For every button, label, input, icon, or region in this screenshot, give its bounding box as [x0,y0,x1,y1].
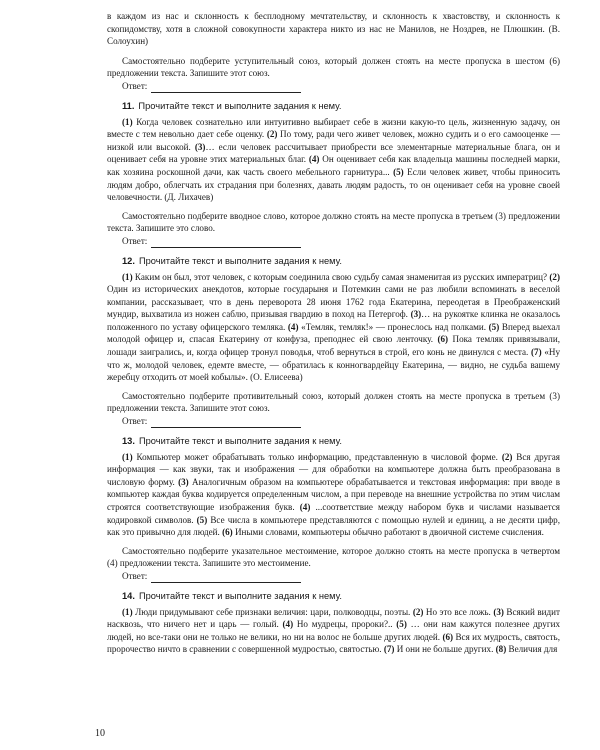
sentence-number: (4) [308,154,320,165]
sentence: Каким он был, этот человек, с которым соединила свою судьбу самая знаменитая из русских императриц? [132,271,550,282]
sentence-number: (5) [196,514,208,525]
sentence: Аналогичным образом на компьютере обрабатывается и текстовая информация: при вводе в компьютер каждая буква кодируется определенным числом, а при переводе на внешние устройства по этим числам строятся соответствующие изображения букв. [107,476,560,512]
intro-fragment [107,10,560,48]
task-title: Прочитайте текст и выполните задания к нему. [138,590,342,601]
sentence-number: (5) [393,166,404,177]
sentence: Но это все ложь. [423,606,494,617]
sentence: Вперед выехал молодой офицер и, спасая Екатерину от конфуза, преподнес ей свою ленточку. [107,321,560,345]
sentence-number: (1) [122,451,133,462]
sentence-number: (6) [442,631,454,642]
answer-line[interactable] [151,83,301,93]
task-answer-13 [122,570,560,583]
sentence: Пока темляк привязывали, лошади заигрались, и, когда офицер тронул поводья, чтоб вернуться в строй, его конь не двинулся с места. [107,334,560,358]
sentence-number: (4) [282,619,294,630]
sentence-number: (6) [222,527,233,538]
sentence: Величия для [506,644,558,655]
sentence: Когда человек сознательно или интуитивно выбирает себе в жизни какую-то цель, жизненную задачу, он вместе с тем невольно дает себе оценку. [107,116,560,140]
sentence: «Ну что ж, молодой человек, едемте вместе, — обратилась к конногвардейцу Екатерина, — видно, не судьба вашему жеребцу отходить от моей кобылы». (О. Елисеева) [107,347,560,383]
task-text-14 [107,606,560,656]
sentence: Он оценивает себя как владельца машины последней марки, как хозяина роскошной дачи, как часть своего мебельного гарнитура... [107,154,560,177]
answer-label: Ответ: [122,570,148,581]
sentence: Все числа в компьютере представляются с помощью нулей и единиц, а не десяти цифр, как это привычно для людей. [107,514,560,538]
task-heading-14 [107,590,560,603]
task-answer-11 [122,235,560,248]
task-title: Прочитайте текст и выполните задания к нему. [138,255,342,266]
sentence: Всякий видит насквозь, что ничего нет и царь — голый. [107,606,560,630]
sentence: «Темляк, темляк!» — пронеслось над полками. [298,321,489,332]
intro-answer [122,80,560,93]
sentence-number: (1) [122,271,133,282]
sentence: … на рукоятке клинка не оказалось положенного по уставу офицерского темляка. [107,309,560,332]
sentence: Вся их мудрость, святость, пророчество ничто в сравнении с совершенной мудростью, святостью. [107,631,560,655]
sentence: … если человек рассчитывает приобрести все элементарные материальные блага, он и оценивает себя на уровне этих материальных благ. [107,141,560,165]
sentence: И они не больше других. [394,644,496,655]
sentence-number: (6) [437,334,449,345]
sentence: По тому, ради чего живет человек, можно судить и о его самооценке — низкой или высокой. [107,129,560,152]
task-instruction-11: Самостоятельно подберите вводное слово, которое должно стоять на месте пропуска в третьем (3) предложении текста. Запишите это слово. [107,210,560,234]
page-number: 10 [95,728,105,739]
answer-label: Ответ: [122,416,148,427]
sentence-number: (2) [501,451,513,462]
answer-line[interactable] [151,238,301,248]
sentence: Иными словами, компьютеры обычно работают в двоичной системе счисления. [232,527,544,538]
sentence-number: (5) [396,619,407,630]
task-text-12 [107,271,560,384]
sentence: Если человек живет, чтобы приносить людям добро, облегчать их страдания при болезнях, давать людям радость, то он оценивает себя на уровне своей человечности. (Д. Лихачев) [107,166,560,203]
sentence: Компьютер может обрабатывать только информацию, представленную в числовой форме. [132,451,502,462]
task-number: 11. [122,100,135,111]
task-instruction-13: Самостоятельно подберите указательное местоимение, которое должно стоять на месте пропуска в четвертом (4) предложении текста. Запишите это местоимение. [107,545,560,569]
sentence-number: (2) [266,129,278,140]
sentence-number: (3) [178,476,189,487]
sentence: ...соответствие между набором букв и числами называется кодировкой символов. [107,502,560,525]
sentence-number: (1) [122,606,133,617]
answer-label: Ответ: [122,235,148,246]
sentence-number: (3) [194,141,206,152]
sentence: Вся другая информация — как звуки, так и изображения — для обработки на компьютере должна быть преобразована в числовую форму. [107,451,560,487]
task-text-13 [107,451,560,539]
sentence-number: (7) [383,644,395,655]
sentence: Люди придумывают себе признаки величия: цари, полководцы, поэты. [132,606,413,617]
answer-label: Ответ: [122,80,148,91]
task-instruction-12: Самостоятельно подберите противительный союз, который должен стоять на месте пропуска в третьем (3) предложении текста. Запишите этот союз. [107,390,560,414]
task-heading-12 [107,255,560,268]
task-title: Прочитайте текст и выполните задания к нему. [138,435,342,446]
task-number: 12. [122,255,135,266]
sentence: … они нам кажутся полезнее других людей, но все-таки они не только не велики, но ни на волос не больше других людей. [107,619,561,642]
answer-line[interactable] [151,573,301,583]
sentence-number: (4) [299,502,311,512]
task-number: 14. [122,590,135,601]
task-heading-13 [107,435,560,448]
sentence-number: (4) [287,321,299,332]
sentence-number: (3) [410,309,422,320]
task-number: 13. [122,435,135,446]
sentence-number: (8) [495,644,507,655]
task-text-11 [107,116,560,204]
sentence-number: (7) [531,347,542,358]
sentence-number: (2) [549,271,560,282]
sentence: Один из исторических анекдотов, которые государыня и Потемкин сами не раз любили вспоминать в веселой компании, рассказывает, что в день переворота 28 июня 1762 года Екатерина, переодетая в Преображенский мундир, выхватила из ножен саблю, призывая гвардию в поход на Петергоф. [107,284,560,320]
task-answer-12 [122,415,560,428]
sentence: Но мудрецы, пророки?.. [293,619,397,630]
sentence-number: (5) [488,321,500,332]
answer-line[interactable] [151,418,301,428]
sentence-number: (1) [122,116,133,127]
sentence-number: (2) [412,606,424,617]
sentence-number: (3) [493,606,504,617]
intro-instruction: Самостоятельно подберите уступительный союз, который должен стоять на месте пропуска в шестом (6) предложении текста. Запишите этот союз. [107,55,560,79]
task-title: Прочитайте текст и выполните задания к нему. [138,100,342,111]
intro-text: в каждом из нас и склонность к бесплодному мечтательству, и склонность к хвастовству, и склонность к скопидомству, хотя в сложной совокупности характера никто из нас не Манилов, не Ноздрев, не Плюшкин. (В. Солоухин) [107,11,560,47]
task-heading-11 [107,100,560,113]
